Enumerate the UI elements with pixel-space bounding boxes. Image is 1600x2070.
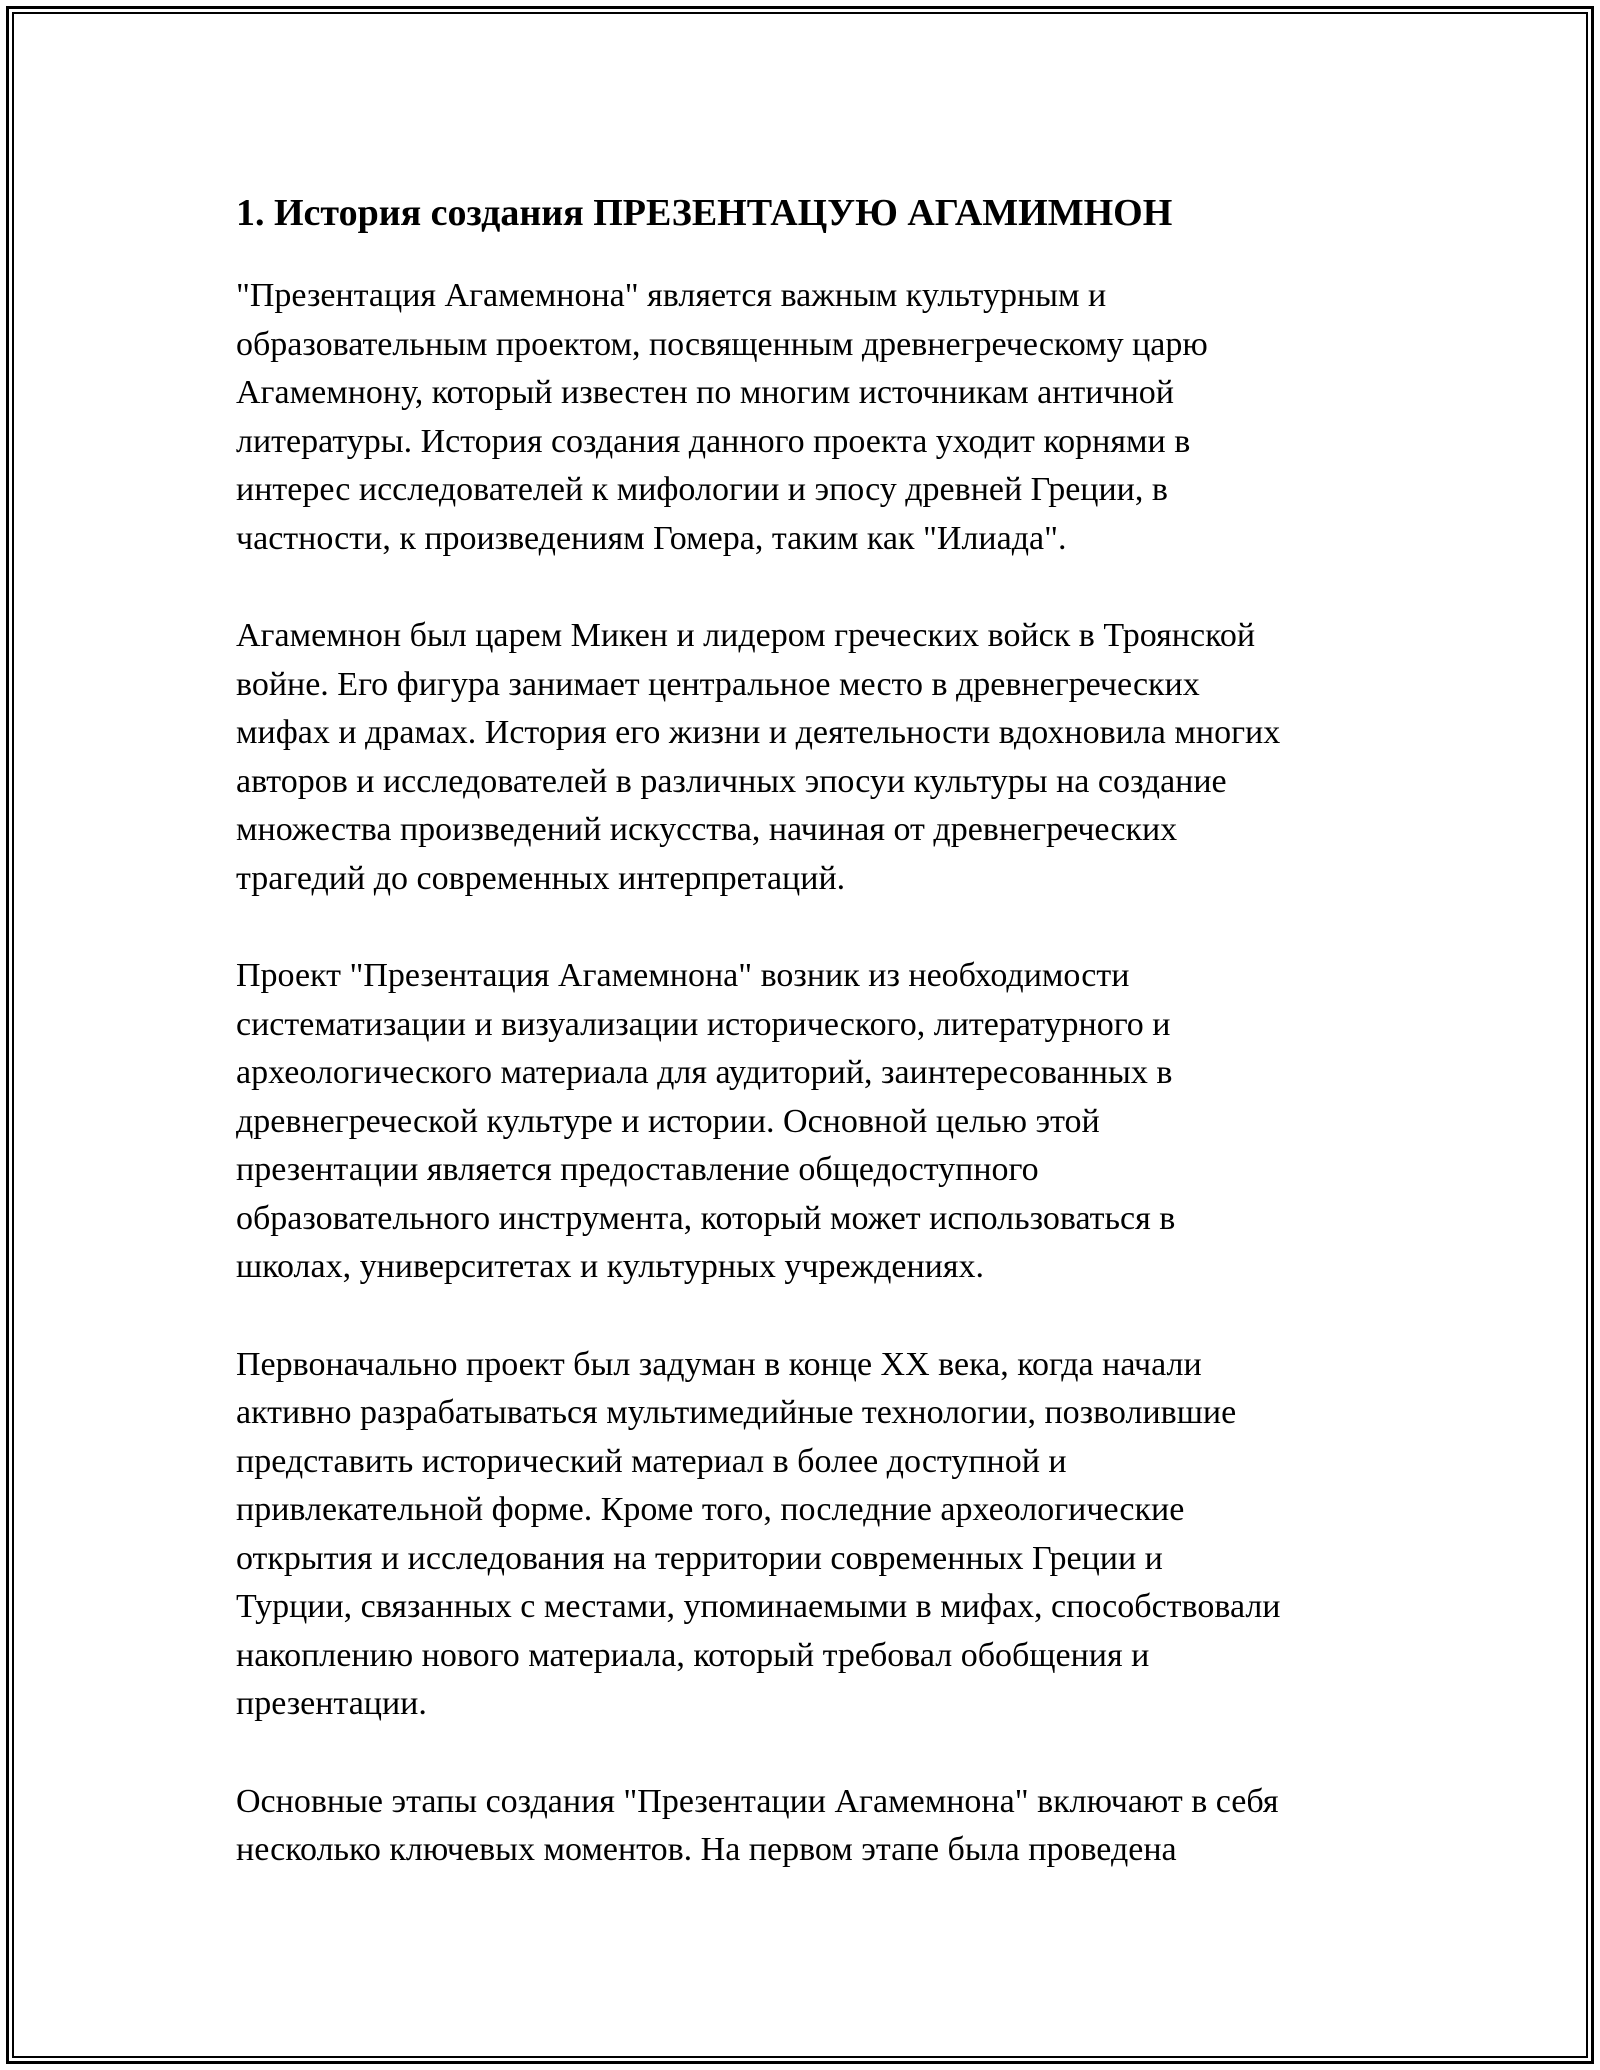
text-line: Агамемнон был царем Микен и лидером греческих войск в Троянской bbox=[236, 617, 1256, 654]
text-line: презентации. bbox=[236, 1685, 427, 1722]
text-line: презентации является предоставление общедоступного bbox=[236, 1151, 1039, 1188]
text-line: древнегреческой культуре и истории. Основной целью этой bbox=[236, 1102, 1100, 1140]
text-line: трагедий до современных интерпретаций. bbox=[236, 859, 846, 897]
paragraph-1 bbox=[236, 272, 1386, 563]
text-line: открытия и исследования на территории современных Греции и bbox=[236, 1539, 1163, 1577]
text-line: Основные этапы создания "Презентации Агамемнона" включают в себя bbox=[236, 1782, 1279, 1820]
paragraph-3 bbox=[236, 952, 1386, 1292]
text-line: привлекательной форме. Кроме того, последние археологические bbox=[236, 1491, 1185, 1528]
text-line: Турции, связанных с местами, упоминаемыми в мифах, способствовали bbox=[236, 1588, 1281, 1625]
text-line: "Презентация Агамемнона" является важным культурным и bbox=[236, 277, 1107, 314]
text-line: несколько ключевых моментов. На первом этапе была проведена bbox=[236, 1831, 1177, 1868]
text-line: образовательным проектом, посвященным древнегреческому царю bbox=[236, 325, 1208, 363]
text-line: систематизации и визуализации исторического, литературного и bbox=[236, 1005, 1171, 1043]
document-body bbox=[236, 184, 1386, 1924]
text-line: мифах и драмах. История его жизни и деятельности вдохновила многих bbox=[236, 714, 1281, 751]
text-line: представить исторический материал в более доступной и bbox=[236, 1442, 1067, 1480]
text-line: Первоначально проект был задуман в конце XX века, когда начали bbox=[236, 1345, 1202, 1383]
text-line: авторов и исследователей в различных эпосуи культуры на создание bbox=[236, 762, 1227, 800]
text-line: частности, к произведениям Гомера, таким как "Илиада". bbox=[236, 519, 1067, 557]
text-line: активно разрабатываться мультимедийные технологии, позволившие bbox=[236, 1394, 1237, 1431]
paragraph-2 bbox=[236, 612, 1386, 903]
text-line: археологического материала для аудиторий, заинтересованных в bbox=[236, 1054, 1173, 1091]
text-line: войне. Его фигура занимает центральное место в древнегреческих bbox=[236, 665, 1200, 703]
text-line: интерес исследователей к мифологии и эпосу древней Греции, в bbox=[236, 471, 1168, 508]
paragraph-5 bbox=[236, 1778, 1386, 1875]
text-line: образовательного инструмента, который может использоваться в bbox=[236, 1199, 1176, 1237]
text-line: множества произведений искусства, начиная от древнегреческих bbox=[236, 811, 1178, 848]
paragraph-4 bbox=[236, 1341, 1386, 1729]
text-line: Агамемнону, который известен по многим источникам античной bbox=[236, 374, 1174, 411]
text-line: литературы. История создания данного проекта уходит корнями в bbox=[236, 422, 1191, 460]
text-line: школах, университетах и культурных учреждениях. bbox=[236, 1248, 984, 1285]
text-line: накоплению нового материала, который требовал обобщения и bbox=[236, 1636, 1150, 1674]
text-line: Проект "Презентация Агамемнона" возник из необходимости bbox=[236, 957, 1130, 994]
section-heading: 1. История создания ПРЕЗЕНТАЦУЮ АГАМИМНОН bbox=[236, 192, 1173, 234]
